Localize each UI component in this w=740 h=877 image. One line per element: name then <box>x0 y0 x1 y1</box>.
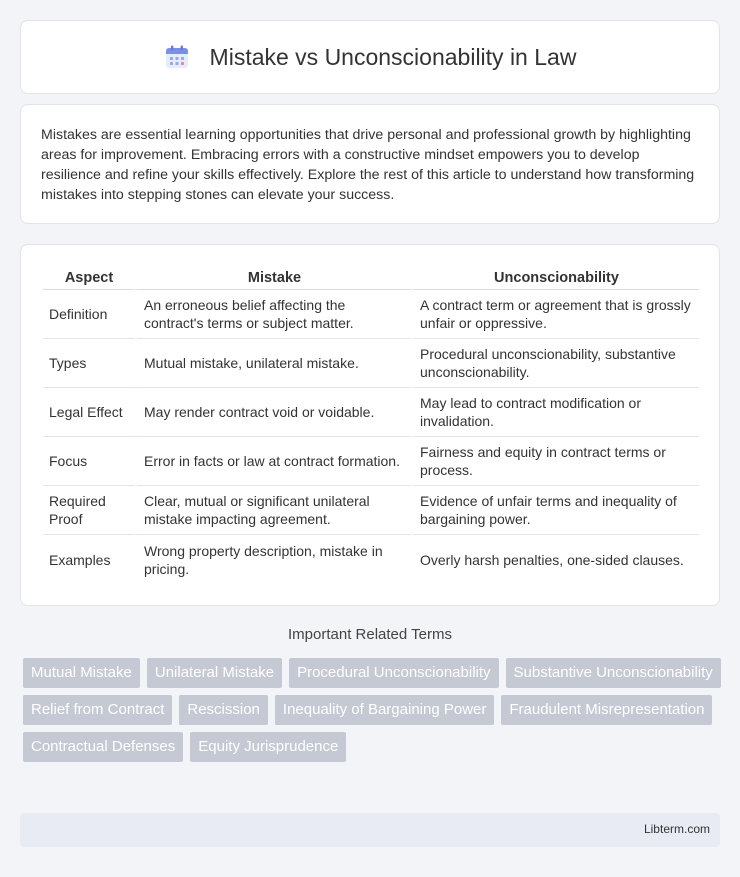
header-card <box>20 20 720 94</box>
related-term-tag[interactable]: Equity Jurisprudence <box>190 732 346 762</box>
related-term-tag[interactable]: Substantive Unconscionability <box>506 658 721 688</box>
related-term-tag[interactable]: Relief from Contract <box>23 695 172 725</box>
cell-mistake: May render contract void or voidable. <box>135 388 411 437</box>
table-row <box>43 339 699 388</box>
cell-aspect: Legal Effect <box>43 388 135 437</box>
table-row <box>43 388 699 437</box>
table-row <box>43 535 699 584</box>
table-row <box>43 437 699 486</box>
related-term-tag[interactable]: Rescission <box>179 695 268 725</box>
header-aspect: Aspect <box>43 265 135 290</box>
cell-mistake: Wrong property description, mistake in pricing. <box>135 535 411 584</box>
cell-unconscionability: Procedural unconscionability, substantive unconscionability. <box>411 339 699 388</box>
footer <box>20 813 720 847</box>
cell-unconscionability: A contract term or agreement that is grossly unfair or oppressive. <box>411 290 699 339</box>
cell-mistake: Mutual mistake, unilateral mistake. <box>135 339 411 388</box>
related-terms-title: Important Related Terms <box>288 626 452 643</box>
intro-text: Mistakes are essential learning opportunities that drive personal and professional growth by highlighting areas for improvement. Embracing errors with a constructive mindset empowers you to develop resilience and refine your skills effectively. Explore the rest of this article to understand how transforming mistakes into stepping stones can elevate your success. <box>41 127 695 203</box>
calendar-icon <box>164 44 190 70</box>
related-term-tag[interactable]: Mutual Mistake <box>23 658 140 688</box>
related-terms-list <box>23 658 723 762</box>
cell-aspect: Definition <box>43 290 135 339</box>
comparison-table <box>43 265 699 584</box>
footer-site-link[interactable]: Libterm.com <box>643 822 710 836</box>
cell-mistake: Clear, mutual or significant unilateral mistake impacting agreement. <box>135 486 411 535</box>
header-mistake: Mistake <box>135 265 411 290</box>
cell-unconscionability: Overly harsh penalties, one-sided clauses. <box>411 535 699 584</box>
related-term-tag[interactable]: Inequality of Bargaining Power <box>275 695 494 725</box>
cell-aspect: Required Proof <box>43 486 135 535</box>
related-term-tag[interactable]: Fraudulent Misrepresentation <box>501 695 712 725</box>
table-header-row <box>43 265 699 290</box>
related-term-tag[interactable]: Contractual Defenses <box>23 732 183 762</box>
related-term-tag[interactable]: Unilateral Mistake <box>147 658 282 688</box>
cell-unconscionability: Fairness and equity in contract terms or process. <box>411 437 699 486</box>
intro-card <box>20 104 720 224</box>
related-term-tag[interactable]: Procedural Unconscionability <box>289 658 498 688</box>
cell-aspect: Focus <box>43 437 135 486</box>
cell-aspect: Examples <box>49 551 111 568</box>
page-title: Mistake vs Unconscionability in Law <box>209 43 577 70</box>
cell-mistake: An erroneous belief affecting the contract's terms or subject matter. <box>135 290 411 339</box>
header-unconscionability: Unconscionability <box>411 265 699 290</box>
cell-unconscionability: May lead to contract modification or invalidation. <box>411 388 699 437</box>
table-row <box>43 486 699 535</box>
table-row <box>43 290 699 339</box>
cell-aspect: Types <box>43 339 135 388</box>
cell-unconscionability: Evidence of unfair terms and inequality of bargaining power. <box>411 486 699 535</box>
cell-mistake: Error in facts or law at contract formation. <box>135 437 411 486</box>
comparison-table-card <box>20 244 720 606</box>
